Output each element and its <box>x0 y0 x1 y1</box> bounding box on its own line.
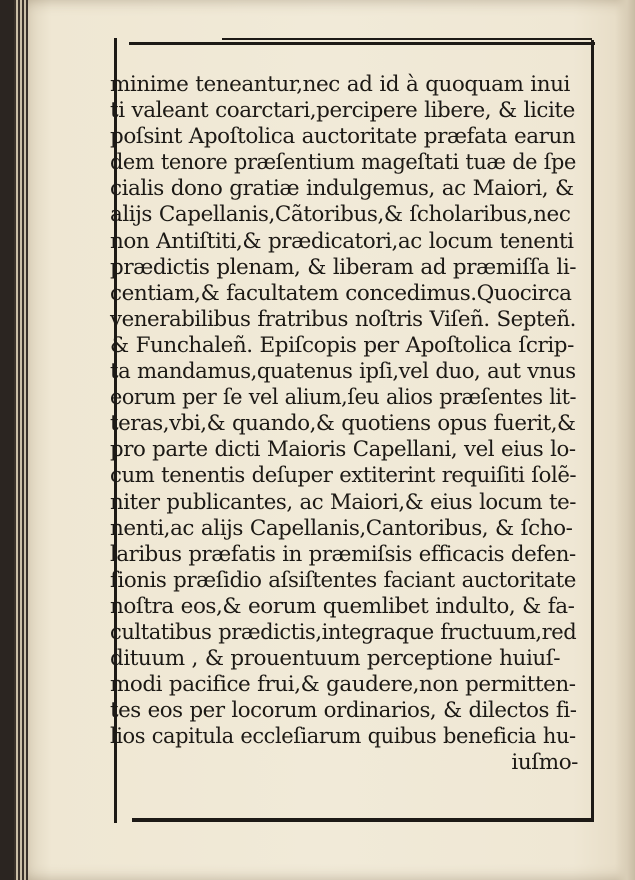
text-line: cialis dono gratiæ indulgemus, ac Maiori, & <box>110 176 574 202</box>
text-line: & Funchaleñ. Epiſcopis per Apoſtolica ſcrip- <box>110 332 574 358</box>
text-line: cum tenentis deſuper extiterint requiſiti ſolẽ- <box>110 463 577 489</box>
catchword: iuſmo- <box>511 750 578 776</box>
top-rule <box>129 42 595 45</box>
text-line: ſionis præſidio aſsiſtentes faciant auctoritate <box>110 567 576 593</box>
text-line: lios capitula eccleſiarum quibus beneficia hu- <box>110 724 576 750</box>
text-line: non Antiſtiti,& prædicatori,ac locum tenenti <box>110 228 574 254</box>
text-line: ta mandamus,quatenus ipſi,vel duo, aut vnus <box>110 359 576 385</box>
body-text <box>110 72 580 777</box>
text-line: venerabilibus fratribus noſtris Viſeñ. Septeñ. <box>110 306 576 332</box>
text-line: nenti,ac alijs Capellanis,Cantoribus, & ſcho- <box>110 515 573 541</box>
text-line: dituum , & prouentuum perceptione huiuſ- <box>110 646 561 672</box>
top-rule-thin <box>222 38 592 40</box>
text-line: laribus præfatis in præmiſsis efficacis defen- <box>110 541 576 567</box>
text-line: prædictis plenam, & liberam ad præmiſſa li- <box>110 254 577 280</box>
page-right-edge <box>615 0 635 880</box>
right-rule <box>591 40 594 820</box>
text-line: niter publicantes, ac Maiori,& eius locum te- <box>110 489 577 515</box>
text-line: alijs Capellanis,Cãtoribus,& ſcholaribus,nec <box>110 202 571 228</box>
page-stack-edge <box>14 0 28 880</box>
text-line: teras,vbi,& quando,& quotiens opus fuerit,& <box>110 411 576 437</box>
text-line: eorum per ſe vel alium,ſeu alios præſentes lit- <box>110 385 577 411</box>
text-line: centiam,& facultatem concedimus.Quocirca <box>110 280 572 306</box>
text-line: minime teneantur,nec ad id à quoquam inui <box>110 72 570 97</box>
text-line: pro parte dicti Maioris Capellani, vel eius lo- <box>110 437 576 463</box>
bottom-rule <box>132 818 594 822</box>
text-line: tes eos per locorum ordinarios, & dilectos fi- <box>110 698 577 724</box>
text-line: ti valeant coarctari,percipere libere, & licite <box>110 98 575 124</box>
text-line: cultatibus prædictis,integraque fructuum,red <box>110 619 577 645</box>
text-line: poſsint Apoſtolica auctoritate præfata earun <box>110 124 576 150</box>
text-line: dem tenore præſentium mageſtati tuæ de ſpe <box>110 150 576 176</box>
text-line: noſtra eos,& eorum quemlibet indulto, & fa- <box>110 593 575 619</box>
text-line: modi pacifice frui,& gaudere,non permitten- <box>110 672 576 698</box>
